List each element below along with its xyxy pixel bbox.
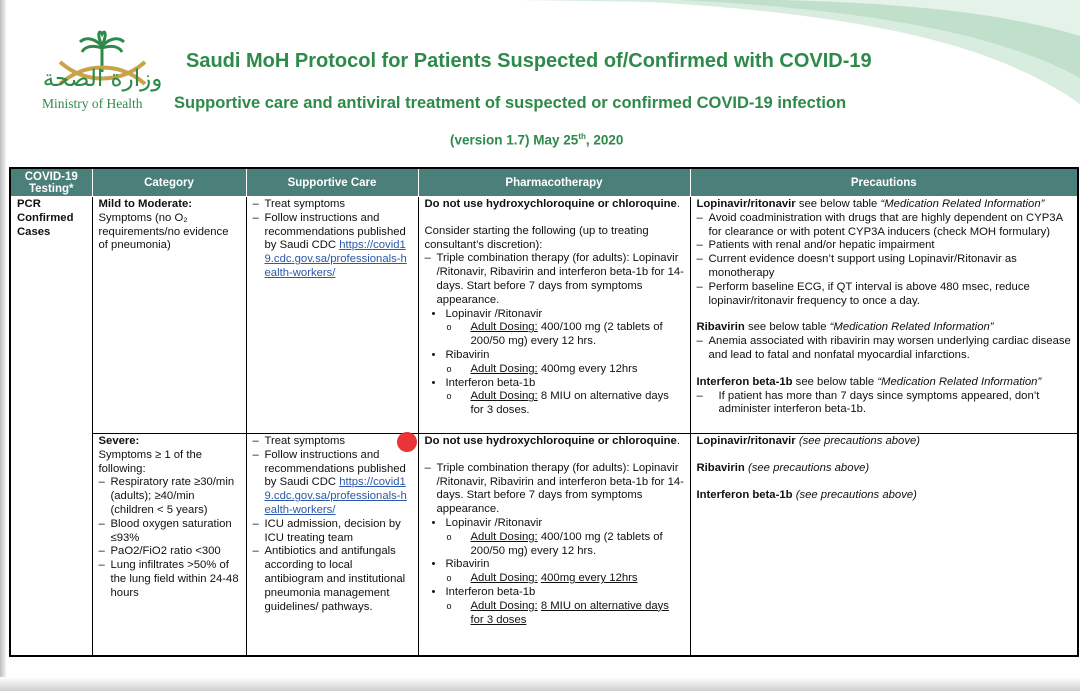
red-marker-dot bbox=[397, 432, 417, 452]
page-edge-shadow bbox=[0, 0, 6, 691]
prec-severe-lop: Lopinavir/ritonavir (see precautions above) bbox=[696, 435, 921, 447]
logo-arabic-text: وزارة الصحة bbox=[42, 66, 163, 92]
list-item bbox=[446, 363, 685, 377]
dose-text: 8 MIU on alternative days for 3 doses bbox=[470, 599, 669, 626]
header-category: Category bbox=[92, 168, 246, 197]
page-title: Saudi MoH Protocol for Patients Suspected of/Confirmed with COVID-19 bbox=[186, 50, 872, 72]
category-severe-text: Symptoms ≥ 1 of the following: bbox=[98, 448, 203, 475]
prec-lop-heading: Lopinavir/ritonavir see below table “Medication Related Information” bbox=[696, 198, 1045, 210]
list-item bbox=[446, 531, 685, 559]
list-item: – Current evidence doesn’t support using Lopinavir/Ritonavir as monotherapy bbox=[697, 253, 1073, 281]
saudi-cdc-link[interactable]: https://covid19.cdc.gov.sa/professionals-health-workers/ bbox=[264, 239, 407, 279]
protocol-table bbox=[9, 167, 1079, 657]
list-item: • Interferon beta-1b bbox=[425, 377, 685, 391]
care-mild-cell bbox=[246, 197, 418, 434]
page-subtitle: Supportive care and antiviral treatment of suspected or confirmed COVID-19 infection bbox=[174, 94, 847, 112]
category-mild-text: Symptoms (no O₂ requirements/no evidence of pneumonia) bbox=[98, 211, 229, 252]
pharma-severe-warning bbox=[425, 435, 685, 449]
dose-text: 400mg every 12hrs bbox=[540, 572, 638, 585]
warning-period: . bbox=[676, 435, 680, 447]
list-item: – PaO2/FiO2 ratio <300 bbox=[99, 545, 241, 559]
dose-text: 8 MIU on alternative days for 3 doses. bbox=[470, 390, 669, 417]
list-item: • Ribavirin bbox=[425, 558, 685, 572]
table-row-mild bbox=[10, 197, 1078, 434]
prec-severe-rib: Ribavirin (see precautions above) bbox=[696, 461, 870, 474]
list-item: – ICU admission, decision by ICU treating team bbox=[253, 518, 413, 546]
list-item: – Antibiotics and antifungals according to local antibiogram and institutional pneumonia management guidelines/ pathways. bbox=[253, 545, 413, 614]
list-item bbox=[446, 600, 685, 628]
dose-label: Adult Dosing: bbox=[470, 572, 538, 585]
header-pharmacotherapy: Pharmacotherapy bbox=[418, 168, 690, 197]
dose-label: Adult Dosing: bbox=[470, 321, 538, 334]
version-sup: th bbox=[578, 132, 586, 141]
pharma-mild-warning bbox=[425, 198, 685, 212]
version-year: , 2020 bbox=[585, 132, 624, 148]
care-severe-cell bbox=[246, 434, 418, 656]
category-mild-cell bbox=[92, 197, 246, 434]
list-item: – Triple combination therapy (for adults): Lopinavir /Ritonavir, Ribavirin and interferon beta-1b for 14-days. Start before 7 days from symptoms appearance. bbox=[425, 462, 685, 517]
table-header-row bbox=[10, 168, 1078, 197]
list-item: – Treat symptoms bbox=[253, 435, 413, 449]
list-item: – Treat symptoms bbox=[253, 198, 413, 212]
list-item: • Lopinavir /Ritonavir bbox=[425, 308, 685, 322]
care-item-text: Follow instructions and recommendations published by Saudi CDC bbox=[264, 211, 406, 252]
list-item: • Ribavirin bbox=[425, 349, 685, 363]
list-item: – If patient has more than 7 days since symptoms appeared, don’t administer interferon beta-1b. bbox=[697, 390, 1073, 418]
list-item: – Patients with renal and/or hepatic impairment bbox=[697, 239, 1073, 253]
category-severe-cell bbox=[92, 434, 246, 656]
dose-label: Adult Dosing: bbox=[470, 390, 538, 403]
saudi-cdc-link[interactable]: https://covid19.cdc.gov.sa/professionals-health-workers/ bbox=[264, 476, 407, 516]
list-item: – Lung infiltrates >50% of the lung field within 24-48 hours bbox=[99, 559, 241, 600]
dose-text: 400/100 mg (2 tablets of 200/50 mg) every 12 hrs. bbox=[470, 530, 663, 557]
dose-text: 400/100 mg (2 tablets of 200/50 mg) every 12 hrs. bbox=[470, 321, 663, 348]
testing-cell: PCR Confirmed Cases bbox=[10, 197, 92, 656]
category-mild-title: Mild to Moderate: bbox=[98, 198, 193, 210]
prec-ifn-heading: Interferon beta-1b see below table “Medication Related Information” bbox=[696, 375, 1042, 388]
pharma-severe-cell bbox=[418, 434, 690, 656]
header-precautions: Precautions bbox=[690, 168, 1078, 197]
list-item: • Interferon beta-1b bbox=[425, 586, 685, 600]
version-line bbox=[450, 132, 623, 148]
pharma-mild-cell bbox=[418, 197, 690, 434]
version-text: (version 1.7) May 25 bbox=[450, 132, 579, 148]
precautions-mild-cell bbox=[690, 197, 1078, 434]
prec-rib-heading: Ribavirin see below table “Medication Related Information” bbox=[696, 321, 994, 334]
care-severe-list bbox=[253, 435, 413, 614]
list-item: • Lopinavir /Ritonavir bbox=[425, 517, 685, 531]
list-item: – Blood oxygen saturation ≤93% bbox=[99, 518, 241, 546]
warning-text: Do not use hydroxychloroquine or chloroquine bbox=[424, 198, 677, 210]
dose-label: Adult Dosing: bbox=[470, 599, 538, 612]
prec-severe-ifn: Interferon beta-1b (see precautions above) bbox=[696, 488, 917, 501]
warning-period: . bbox=[676, 198, 680, 210]
severe-criteria-list bbox=[99, 476, 241, 600]
list-item bbox=[446, 390, 685, 418]
precautions-severe-cell bbox=[690, 434, 1078, 656]
list-item bbox=[446, 321, 685, 349]
dose-label: Adult Dosing: bbox=[470, 530, 538, 543]
category-severe-title: Severe: bbox=[98, 435, 140, 447]
dose-text: 400mg every 12hrs bbox=[540, 362, 638, 375]
care-mild-list bbox=[253, 198, 413, 281]
warning-text: Do not use hydroxychloroquine or chloroquine bbox=[424, 435, 677, 447]
care-item-text: Follow instructions and recommendations published by Saudi CDC bbox=[264, 448, 406, 489]
header-testing: COVID-19 Testing* bbox=[10, 168, 92, 197]
header-supportive-care: Supportive Care bbox=[246, 168, 418, 197]
list-item: – Anemia associated with ribavirin may worsen underlying cardiac disease and lead to fatal and nonfatal myocardial infarctions. bbox=[697, 335, 1073, 363]
list-item: – Avoid coadministration with drugs that are highly dependent on CYP3A for clearance or with potent CYP3A inducers (check MOH formulary) bbox=[697, 212, 1073, 240]
list-item: – Respiratory rate ≥30/min (adults); ≥40/min (children < 5 years) bbox=[99, 476, 241, 517]
list-item bbox=[253, 449, 413, 518]
pharma-mild-intro: Consider starting the following (up to treating consultant’s discretion): bbox=[424, 224, 649, 251]
dose-label: Adult Dosing: bbox=[470, 362, 538, 375]
list-item bbox=[253, 212, 413, 281]
list-item: – Triple combination therapy (for adults): Lopinavir /Ritonavir, Ribavirin and interferon beta-1b for 14-days. Start before 7 days from symptoms appearance. bbox=[425, 252, 685, 307]
list-item: – Perform baseline ECG, if QT interval is above 480 msec, reduce lopinavir/ritonavir frequency to once a day. bbox=[697, 281, 1073, 309]
table-row-severe bbox=[10, 434, 1078, 656]
list-item bbox=[446, 572, 685, 586]
logo-english-text: Ministry of Health bbox=[42, 96, 143, 111]
page-bottom-shadow bbox=[0, 677, 1080, 691]
